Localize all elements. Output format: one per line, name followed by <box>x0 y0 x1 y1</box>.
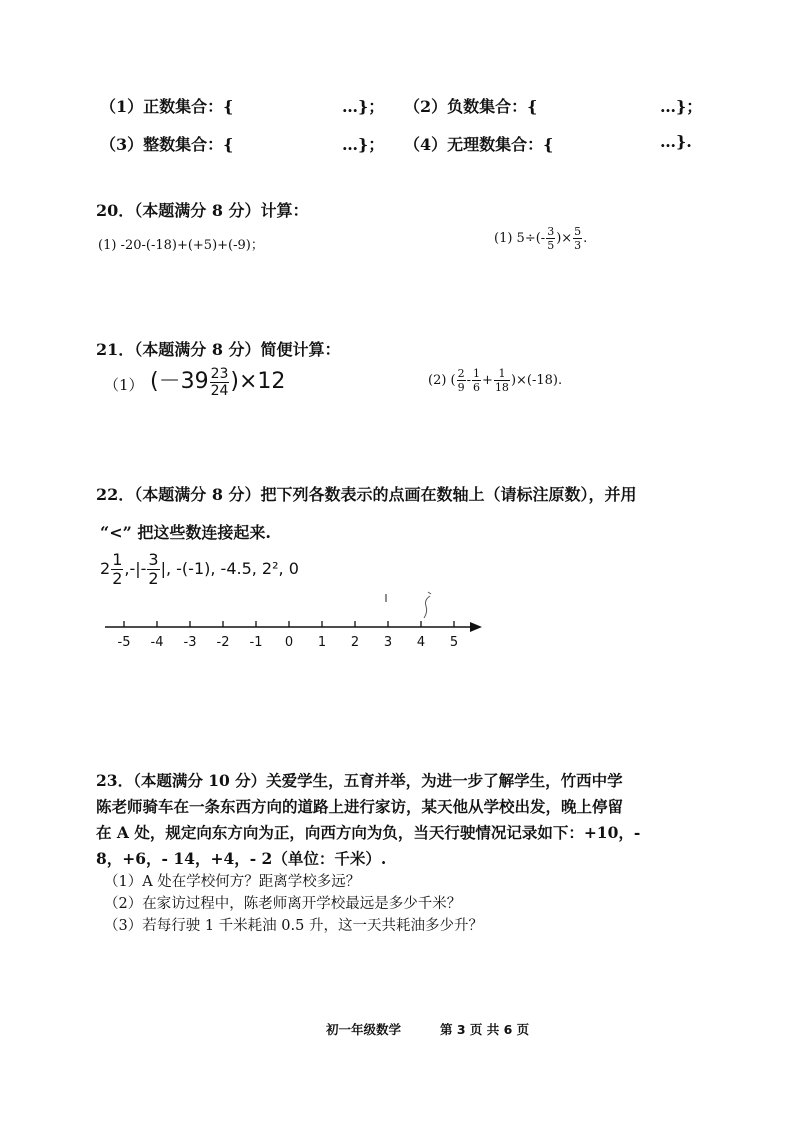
q23-line3: 在 A 处，规定向东方向为正，向西方向为负，当天行驶情况记录如下：+10，- <box>96 823 641 842</box>
q23-sub3: （3）若每行驶 1 千米耗油 0.5 升，这一天共耗油多少升？ <box>104 918 483 934</box>
set-integer-end: …}； <box>342 135 385 154</box>
set-irrational-end: …}. <box>660 132 692 151</box>
q20-part2: (1) 5÷(- $\frac{3}{5}$ )× $\frac{5}{3}$ . <box>494 225 588 252</box>
footer-subject: 初一年级数学 <box>326 1022 402 1037</box>
q21-part1-label: （1） <box>104 376 144 394</box>
q22-line1: 22．（本题满分 8 分）把下列各数表示的点画在数轴上（请标注原数），并用 <box>96 485 637 504</box>
q23-line2: 陈老师骑车在一条东西方向的道路上进行家访，某天他从学校出发，晚上停留 <box>96 797 624 816</box>
set-positive-end: …}； <box>342 97 385 116</box>
axis-tick-label: 5 <box>449 635 459 650</box>
set-negative-label: （2）负数集合：{ <box>404 97 538 116</box>
q22-line2: “<” 把这些数连接起来. <box>100 523 271 542</box>
axis-tick-label: 0 <box>284 635 294 650</box>
footer-page: 第 3 页 共 6 页 <box>440 1022 530 1037</box>
q22-numbers: 2 $\frac{1}{2}$ ,-|- $\frac{3}{2}$ |, -(-1), -4.5, 2², 0 <box>100 550 299 588</box>
q20-part1: (1) -20-(-18)+(+5)+(-9)； <box>98 238 264 253</box>
axis-tick-label: -1 <box>249 635 263 650</box>
q20-heading: 20．（本题满分 8 分）计算： <box>96 201 309 220</box>
axis-tick-label: 2 <box>350 635 360 650</box>
axis-tick-label: 4 <box>416 635 426 650</box>
axis-tick-label: -4 <box>150 635 164 650</box>
set-positive-label: （1）正数集合：{ <box>100 97 234 116</box>
number-line <box>100 615 490 655</box>
axis-tick-label: -5 <box>117 635 131 650</box>
q23-sub2: （2）在家访过程中，陈老师离开学校最远是多少千米？ <box>104 896 462 912</box>
q21-part1-expr: (－39 $\frac{23}{24}$ )×12 <box>150 365 286 399</box>
q21-part2-expr: (2) ( $\frac{2}{9}$ - $\frac{1}{6}$ + $\frac{1}{18}$ )×(-18). <box>428 367 563 394</box>
set-irrational-label: （4）无理数集合：{ <box>404 135 554 154</box>
set-negative-end: …}； <box>660 97 703 116</box>
q23-line4: 8，+6，- 14，+4，- 2（单位：千米）. <box>96 849 387 868</box>
axis-tick-label: -2 <box>216 635 230 650</box>
axis-tick-label: 3 <box>383 635 393 650</box>
axis-tick-label: 1 <box>317 635 327 650</box>
q21-heading: 21．（本题满分 8 分）简便计算： <box>96 340 341 359</box>
axis-tick-label: -3 <box>183 635 197 650</box>
q23-sub1: （1）A 处在学校何方？距离学校多远？ <box>104 874 361 890</box>
axis-arrow <box>470 622 482 632</box>
q23-line1: 23．（本题满分 10 分）关爱学生，五育并举，为进一步了解学生，竹西中学 <box>96 771 623 790</box>
set-integer-label: （3）整数集合：{ <box>100 135 234 154</box>
